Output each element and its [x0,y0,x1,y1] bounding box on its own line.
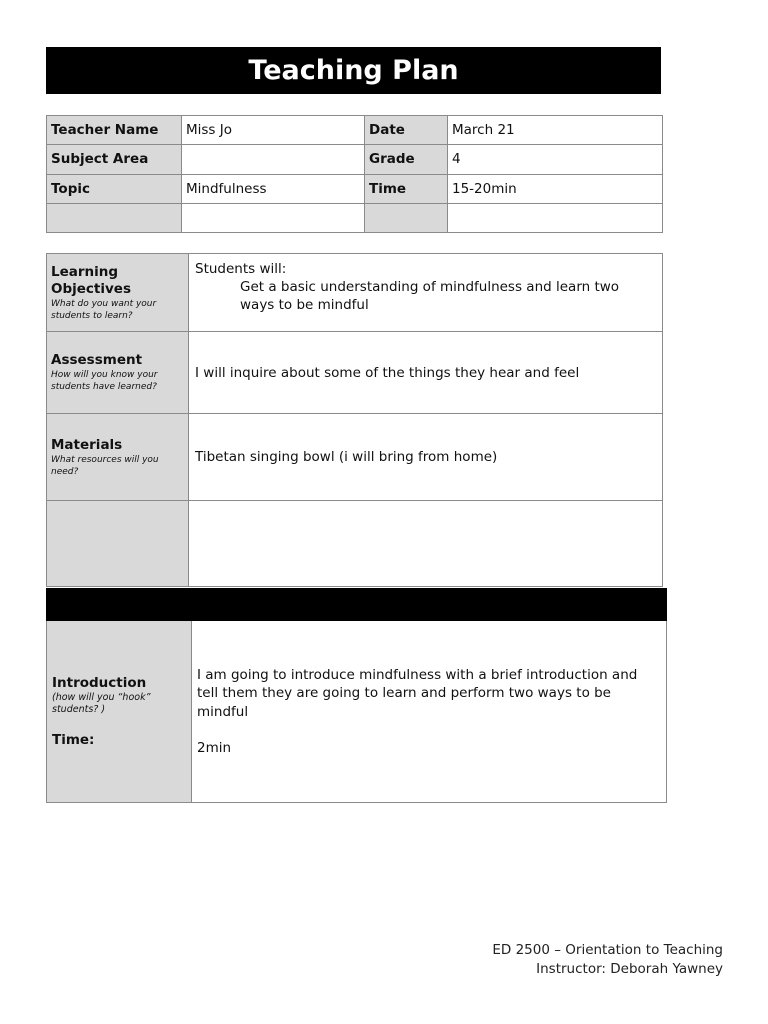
assessment-sub: How will you know your students have learned? [51,370,158,392]
footer-instructor: Instructor: Deborah Yawney [536,961,723,977]
table-row [47,414,663,501]
table-row [47,203,663,232]
assessment-label-cell [47,332,189,414]
materials-label-cell [47,414,189,501]
table-row [47,174,663,203]
page-title: Teaching Plan [46,47,661,94]
introduction-value-cell [192,621,667,803]
table-row [47,501,663,587]
time-label: Time [365,174,448,203]
objectives-label: Learning Objectives [51,263,131,297]
table-row [47,621,667,803]
header-cell [47,589,192,621]
introduction-text: I am going to introduce mindfulness with a brief introduction and tell them they are going to learn and perform two ways to be mindful [197,666,638,720]
table-row [47,254,663,332]
spacer [197,721,661,739]
objectives-text: Get a basic understanding of mindfulness and learn two ways to be mindful [240,279,620,313]
teacher-name-value: Miss Jo [182,116,365,145]
topic-value: Mindfulness [182,174,365,203]
date-value: March 21 [448,116,663,145]
lesson-plan-table [46,588,667,803]
objectives-value-cell [189,254,663,332]
footer [492,941,723,979]
assessment-text: I will inquire about some of the things they hear and feel [189,332,663,414]
materials-label: Materials [51,436,123,453]
table-row [47,116,663,145]
header-cell [192,589,667,621]
introduction-time-value: 2min [197,740,232,756]
introduction-sub: (how will you “hook” students? ) [52,692,151,715]
empty-label-cell [47,501,189,587]
topic-label: Topic [47,174,182,203]
assessment-label: Assessment [51,352,143,368]
table-row [47,145,663,174]
introduction-label: Introduction [52,675,147,691]
footer-course: ED 2500 – Orientation to Teaching [492,942,723,958]
subject-area-value [182,145,365,174]
objectives-label-cell [47,254,189,332]
materials-text: Tibetan singing bowl (i will bring from home) [189,414,663,501]
info-table [46,115,663,233]
time-value: 15-20min [448,174,663,203]
objectives-intro: Students will: [195,261,287,277]
empty-value-cell [448,203,663,232]
table-row [47,332,663,414]
introduction-time-label: Time: [52,732,95,748]
empty-value-cell [189,501,663,587]
subject-area-label: Subject Area [47,145,182,174]
grade-value: 4 [448,145,663,174]
materials-sub: What resources will you need? [51,454,159,477]
grade-label: Grade [365,145,448,174]
objectives-sub: What do you want your students to learn? [51,298,157,321]
empty-label-cell [47,203,182,232]
teacher-name-label: Teacher Name [47,116,182,145]
table-header-row [47,589,667,621]
introduction-label-cell [47,621,192,803]
empty-label-cell [365,203,448,232]
objectives-table [46,253,663,587]
date-label: Date [365,116,448,145]
empty-value-cell [182,203,365,232]
